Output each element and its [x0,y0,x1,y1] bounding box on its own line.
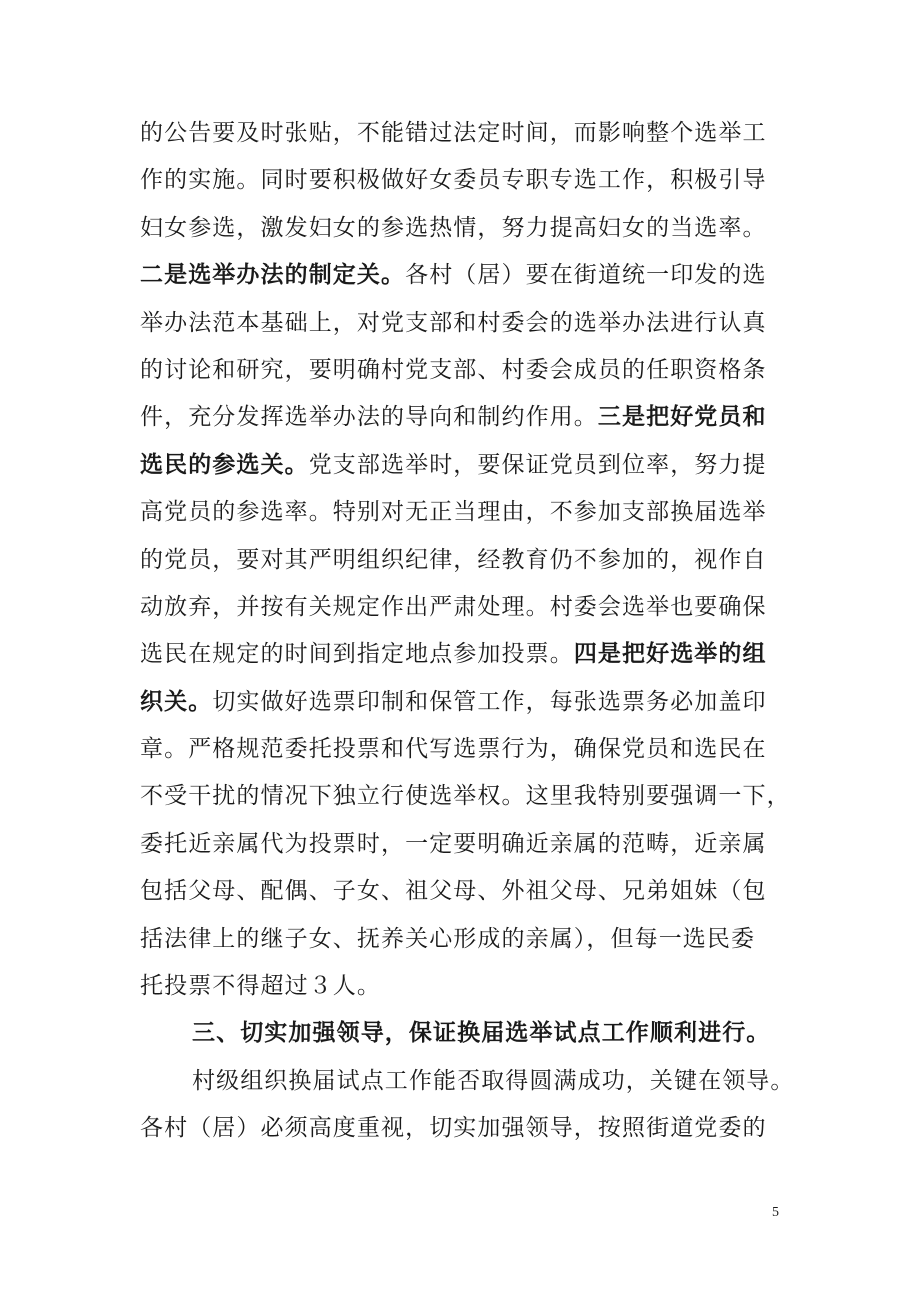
text-line [140,347,790,394]
text-segment: 包括父母、配偶、子女、祖父母、外祖父母、兄弟姐妹（包 [140,878,767,905]
text-line [140,963,790,1010]
text-segment: 选民在规定的时间到指定地点参加投票。 [140,641,574,668]
text-segment: 托投票不得超过３人。 [140,973,381,1000]
text-line: 各村（居）必须高度重视，切实加强领导，按照街道党委的 [140,1115,767,1142]
text-line [140,489,790,536]
text-line [140,442,790,489]
text-line [140,773,790,820]
text-segment: 党支部选举时，要保证党员到位率，努力提 [308,451,767,478]
text-line [140,726,790,773]
text-segment: 作的实施。同时要积极做好女委员专职专选工作，积极引导 [140,167,767,194]
text-line [140,821,790,868]
text-segment: 的党员，要对其严明组织纪律，经教育仍不参加的，视作自 [140,546,767,573]
text-line [140,110,790,157]
bold-text-segment: 选民的参选关。 [140,451,309,478]
text-segment: 高党员的参选率。特别对无正当理由，不参加支部换届选举 [140,499,767,526]
text-line [140,157,790,204]
text-segment: 切实做好选票印制和保管工作，每张选票务必加盖印 [212,688,767,715]
body-text [140,110,795,1153]
text-line: 村级组织换届试点工作能否取得圆满成功，关键在领导。 [192,1067,795,1094]
section-heading: 三、切实加强领导，保证换届选举试点工作顺利进行。 [192,1020,771,1047]
bold-text-segment: 织关。 [140,688,213,715]
text-segment: 的公告要及时张贴，不能错过法定时间，而影响整个选举工 [140,120,767,146]
text-segment: 章。严格规范委托投票和代写选票行为，确保党员和选民在 [140,736,767,763]
text-line [140,394,790,441]
text-line [140,252,790,299]
text-line [140,584,790,631]
text-line [140,916,790,963]
text-segment: 举办法范本基础上，对党支部和村委会的选举办法进行认真 [140,309,767,336]
text-segment: 委托近亲属代为投票时，一定要明确近亲属的范畴，近亲属 [140,830,767,857]
text-line [140,679,790,726]
page-number: 5 [772,1205,779,1220]
text-segment: 各村（居）要在街道统一印发的选 [405,262,767,289]
text-segment: 妇女参选，激发妇女的参选热情，努力提高妇女的当选率。 [140,214,767,241]
text-segment: 动放弃，并按有关规定作出严肃处理。村委会选举也要确保 [140,593,767,620]
text-line [140,205,790,252]
text-line [140,300,790,347]
bold-text-segment: 二是选举办法的制定关。 [140,262,406,289]
text-line [140,631,790,678]
text-line [140,537,790,584]
text-segment: 件，充分发挥选举办法的导向和制约作用。 [140,404,598,431]
text-segment: 的讨论和研究，要明确村党支部、村委会成员的任职资格条 [140,356,767,383]
text-segment: 括法律上的继子女、抚养关心形成的亲属），但每一选民委 [140,925,756,952]
text-line [140,868,790,915]
bold-text-segment: 三是把好党员和 [597,404,767,431]
text-segment: 不受干扰的情况下独立行使选举权。这里我特别要强调一下， [140,783,791,810]
bold-text-segment: 四是把好选举的组 [573,641,767,668]
